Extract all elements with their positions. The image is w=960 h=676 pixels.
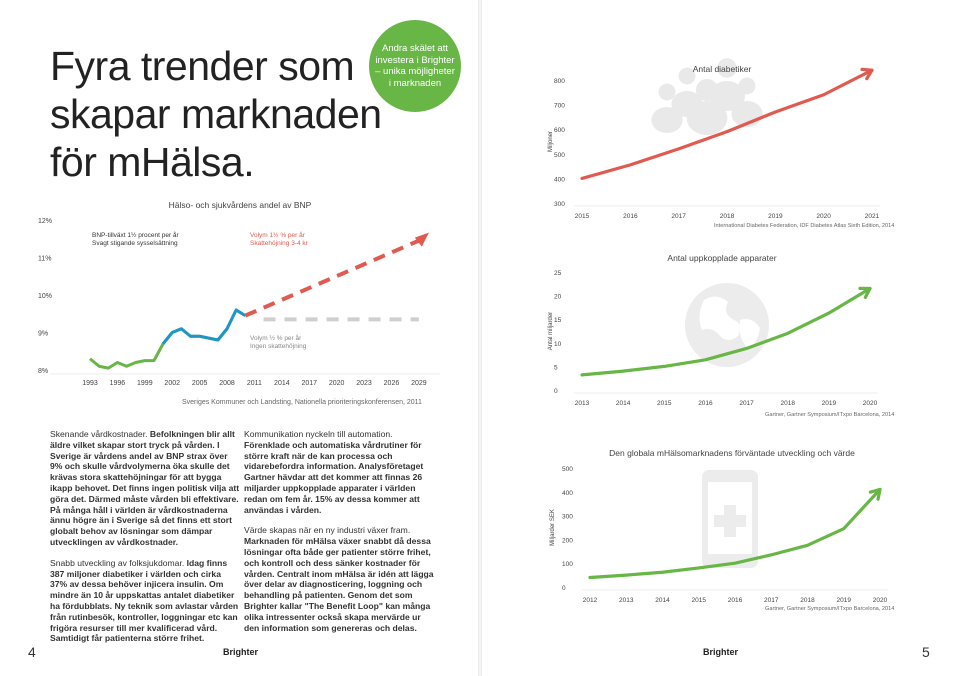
- devices-y-tick: 20: [554, 293, 562, 301]
- people-group-icon: [696, 79, 718, 101]
- market-y-tick: 500: [562, 466, 573, 473]
- gdp-y-tick: 12%: [38, 218, 53, 225]
- paragraph-value-body: Marknaden för mHälsa växer snabbt då dessa lösningar ofta både ger patienter större frihet, och kontroll och dess sänker kostnader för vården. Centralt inom mHälsa är idén att lägga över delar av diagnosticering, loggning och behandling på patienten. Genom det som Brighter kallar "The Benefit Loop" kan många olika intressenter också skapa mervärde ur den information som genereras och delas.: [244, 536, 434, 633]
- diabetes-y-tick: 800: [554, 78, 565, 85]
- diabetes-x-tick: 2016: [623, 213, 638, 220]
- gdp-chart-svg: [0, 195, 478, 415]
- gdp-x-tick: 1996: [109, 380, 126, 387]
- paragraph-costs-lead: Skenande vårdkostnader.: [50, 429, 148, 439]
- people-group-icon: [651, 107, 682, 133]
- market-x-tick: 2015: [691, 597, 706, 604]
- diabetes-x-tick: 2021: [864, 213, 880, 220]
- devices-x-tick: 2019: [821, 400, 837, 407]
- gdp-x-tick: 1993: [82, 380, 98, 387]
- right-charts-svg: [482, 0, 960, 676]
- devices-source: Gartner, Gartner Symposium/ITxpo Barcelona, 2014: [765, 412, 895, 418]
- gdp-y-tick: 8%: [38, 368, 49, 375]
- right-charts: [482, 0, 960, 676]
- diabetes-y-tick: 400: [554, 176, 565, 184]
- grey-annotation-line-1: Volym ½ % per år: [250, 335, 302, 342]
- gdp-arrow-head-icon: [415, 233, 429, 247]
- devices-x-tick: 2020: [862, 400, 878, 407]
- paragraph-automation-body: Förenklade och automatiska vårdrutiner för större kraft när de kan processa och vidarebefordra information. Analysföretaget Gartner hävdar att det kommer att finnas 26 miljarder uppkopplade apparater i världen redan om fem år. 15% av dessa kommer att användas i vården.: [244, 439, 424, 515]
- paragraph-diseases-body: Idag finns 387 miljoner diabetiker i världen och cirka 37% av dessa behöver injicera insulin. Om mindre än 10 år uppskattas antalet diabetiker ha fördubblats. Ny teknik som avlastar vården från rutinbesök, kontroller, loggningar etc kan frigöra resurser till mer kvalificerad vård. Samtidigt får patienterna större frihet.: [50, 557, 239, 644]
- green-badge: [369, 20, 461, 112]
- devices-y-tick: 10: [554, 340, 562, 348]
- red-annotation-line-1: Volym 1½ % per år: [250, 232, 305, 239]
- diabetes-x-tick: 2015: [574, 213, 590, 220]
- diabetes-y-tick: 600: [554, 127, 565, 135]
- diabetes-y-tick: 700: [554, 102, 565, 110]
- devices-x-tick: 2017: [739, 400, 754, 407]
- market-y-tick: 0: [562, 585, 566, 592]
- devices-y-tick: 5: [554, 364, 558, 372]
- market-x-tick: 2019: [836, 597, 851, 604]
- gdp-y-tick: 10%: [38, 293, 53, 300]
- text-column-1: [50, 429, 240, 654]
- market-source: Gartner, Gartner Symposium/ITxpo Barcelona, 2014: [765, 606, 895, 612]
- gdp-x-tick: 2017: [301, 380, 318, 387]
- paragraph-diseases-lead: Snabb utveckling av folksjukdomar.: [50, 557, 185, 568]
- gdp-x-tick: 2026: [383, 380, 400, 387]
- market-y-label: Miljarder SEK: [550, 509, 556, 546]
- gdp-y-tick: 11%: [38, 255, 52, 263]
- gdp-x-tick: 2029: [411, 380, 427, 387]
- paragraph-costs-body: Befolkningen blir allt äldre vilket skapar stort tryck på vården. I Sverige är vårdens andel av BNP strax över 9% och skulle vårdvolymerna öka skulle det krävas stora skattehöjningar för att bygga ikapp behovet. Det finns ingen politisk vilja att göra det. Därmed måste vården bli effektivare. På många håll i världen är vårdkostnaderna ännu högre än i Sverige så det finns ett stort globalt behov av lösningar som dämpar utvecklingen av vårdkostnader.: [50, 429, 240, 547]
- paragraph-automation: [244, 429, 436, 515]
- bnp-annotation: [92, 232, 179, 248]
- devices-x-tick: 2014: [615, 400, 631, 407]
- devices-y-tick: 25: [554, 270, 562, 277]
- diabetes-x-tick: 2020: [816, 213, 831, 220]
- gdp-y-tick: 9%: [38, 330, 49, 338]
- market-x-tick: 2018: [800, 597, 815, 604]
- diabetes-source: International Diabetes Federation, IDF Diabetes Atlas Sixth Edition, 2014: [714, 223, 895, 229]
- page-title: [50, 42, 382, 186]
- diabetes-title: Antal diabetiker: [692, 64, 752, 74]
- market-title: Den globala mHälsomarknadens förväntade utveckling och värde: [609, 448, 855, 458]
- left-page: [0, 0, 478, 676]
- devices-y-label: Antal miljarder: [548, 311, 554, 351]
- devices-x-tick: 2018: [780, 400, 795, 407]
- paragraph-value: [244, 525, 436, 633]
- people-group-icon: [739, 78, 756, 95]
- paragraph-value-lead: Värde skapas när en ny industri växer fram.: [244, 525, 411, 536]
- gdp-x-tick: 2008: [219, 380, 235, 387]
- diabetes-y-tick: 300: [554, 201, 565, 208]
- market-y-tick: 400: [562, 489, 573, 497]
- right-page: [482, 0, 960, 676]
- devices-y-tick: 0: [554, 388, 558, 395]
- gdp-x-tick: 2023: [356, 380, 372, 387]
- page-number-left: 4: [28, 644, 36, 660]
- gdp-x-tick: 1999: [137, 380, 153, 387]
- gdp-x-tick: 2002: [164, 380, 181, 387]
- devices-x-tick: 2015: [657, 400, 672, 407]
- devices-y-tick: 15: [554, 317, 562, 325]
- grey-annotation-line-2: Ingen skattehöjning: [250, 343, 307, 350]
- text-column-2: [244, 429, 436, 643]
- bnp-annotation-line-2: Svagt stigande sysselsättning: [92, 240, 178, 247]
- market-x-tick: 2013: [619, 597, 634, 604]
- devices-title: Antal uppkopplade apparater: [667, 253, 777, 263]
- market-y-tick: 300: [562, 513, 573, 521]
- diabetes-x-tick: 2018: [719, 213, 735, 220]
- grey-annotation: [250, 335, 306, 351]
- gdp-chart: [0, 195, 478, 415]
- gdp-source: Sveriges Kommuner och Landsting, Nationella prioriteringskonferensen, 2011: [182, 399, 422, 406]
- paragraph-automation-lead: Kommunikation nyckeln till automation.: [244, 429, 393, 439]
- badge-text: Andra skälet att investera i Brighter – unika möjligheter i marknaden: [375, 43, 455, 89]
- market-y-tick: 200: [562, 537, 573, 545]
- market-x-tick: 2017: [764, 597, 779, 604]
- market-x-tick: 2012: [582, 597, 598, 604]
- paragraph-diseases: [50, 558, 240, 644]
- brand-right: Brighter: [703, 647, 739, 657]
- diabetes-x-tick: 2019: [768, 213, 783, 220]
- diabetes-x-tick: 2017: [671, 213, 686, 220]
- people-group-icon: [687, 101, 728, 135]
- title-line-3: för mHälsa.: [50, 139, 255, 185]
- gdp-x-tick: 2014: [274, 380, 290, 387]
- gdp-red-projection: [245, 241, 419, 316]
- gdp-x-tick: 2011: [246, 380, 262, 387]
- gdp-x-tick: 2005: [191, 380, 208, 387]
- market-x-tick: 2014: [655, 597, 670, 604]
- market-x-tick: 2016: [727, 597, 743, 604]
- bnp-annotation-line-1: BNP-tillväxt 1½ procent per år: [92, 232, 179, 239]
- paragraph-costs: [50, 429, 240, 548]
- market-y-tick: 100: [562, 561, 573, 569]
- gdp-chart-title: Hälso- och sjukvårdens andel av BNP: [168, 200, 312, 210]
- devices-x-tick: 2016: [698, 400, 713, 407]
- brand-left: Brighter: [223, 647, 259, 657]
- page-number-right: 5: [922, 644, 930, 660]
- red-annotation-line-2: Skattehöjning 3-4 kr: [250, 240, 308, 247]
- devices-x-tick: 2013: [574, 400, 590, 407]
- title-line-2: skapar marknaden: [50, 91, 382, 137]
- title-line-1: Fyra trender som: [50, 43, 355, 89]
- red-annotation: [250, 232, 308, 248]
- market-x-tick: 2020: [872, 597, 888, 604]
- diabetes-y-tick: 500: [554, 151, 565, 159]
- gdp-history-blue-line: [163, 310, 245, 344]
- diabetes-y-label: Miljoner: [548, 130, 554, 153]
- people-group-icon: [659, 84, 676, 101]
- gdp-x-tick: 2020: [328, 380, 345, 387]
